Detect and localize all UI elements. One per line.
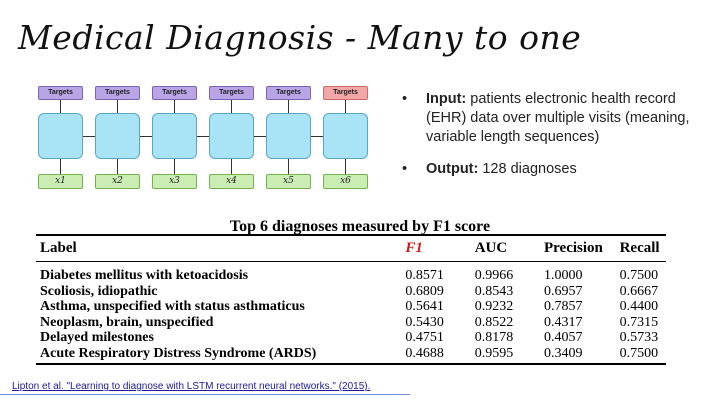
recurrent-edge <box>197 136 209 137</box>
row-value: 0.9232 <box>474 299 514 314</box>
row-label: Asthma, unspecified with status asthmaticus <box>40 299 305 314</box>
table-row <box>36 330 666 346</box>
header-precision: Precision <box>544 240 603 256</box>
recurrent-cell <box>38 113 83 159</box>
row-value: 0.6809 <box>405 283 444 299</box>
input-box: x1 <box>38 174 83 189</box>
recurrent-edge <box>254 136 266 137</box>
table-row <box>36 262 666 284</box>
row-value: 0.7500 <box>619 268 659 283</box>
row-value: 0.9595 <box>474 345 514 361</box>
input-box: x6 <box>323 174 368 189</box>
table-row <box>36 299 666 315</box>
table-row <box>36 284 666 300</box>
row-label: Acute Respiratory Distress Syndrome (ARDS) <box>40 345 317 361</box>
table-header-row <box>36 235 666 262</box>
recurrent-cell <box>209 113 254 159</box>
edge-arrow <box>231 159 232 174</box>
target-box: Targets <box>95 86 140 100</box>
target-box: Targets <box>266 86 311 100</box>
recurrent-edge <box>311 136 323 137</box>
bullet-input-label: Input: <box>426 91 467 107</box>
bullet-output <box>402 160 702 179</box>
header-recall: Recall <box>619 240 660 256</box>
header-auc: AUC <box>474 240 508 256</box>
row-value: 0.4688 <box>405 345 444 361</box>
edge-arrow <box>288 159 289 174</box>
edge-arrow <box>174 100 175 113</box>
row-value: 0.3409 <box>544 345 583 361</box>
header-label: Label <box>40 240 77 256</box>
row-value: 0.9966 <box>474 268 514 283</box>
row-value: 0.7315 <box>619 314 659 330</box>
edge-arrow <box>231 100 232 113</box>
slide-title: Medical Diagnosis - Many to one <box>18 18 582 57</box>
row-label: Scoliosis, idiopathic <box>40 283 158 299</box>
input-box: x2 <box>95 174 140 189</box>
row-value: 0.8543 <box>474 283 514 299</box>
bullet-output-label: Output: <box>426 161 479 177</box>
recurrent-cell <box>323 113 368 159</box>
bullet-dot: • <box>402 91 408 107</box>
row-value: 0.8178 <box>474 330 514 345</box>
row-value: 0.8571 <box>405 268 444 283</box>
edge-arrow <box>60 159 61 174</box>
row-value: 0.6957 <box>544 283 583 299</box>
recurrent-cell <box>266 113 311 159</box>
target-box: Targets <box>209 86 254 100</box>
row-label: Diabetes mellitus with ketoacidosis <box>40 268 249 283</box>
row-value: 0.5641 <box>405 299 444 314</box>
diagnosis-table <box>36 234 666 365</box>
row-value: 0.7500 <box>619 345 659 361</box>
row-label: Neoplasm, brain, unspecified <box>40 314 214 330</box>
rnn-timestep <box>95 86 140 190</box>
bullet-dot: • <box>402 161 408 177</box>
edge-arrow <box>345 100 346 113</box>
footer-divider <box>0 394 410 395</box>
row-value: 0.4400 <box>619 299 659 314</box>
bullet-list <box>402 90 702 192</box>
row-value: 0.5430 <box>405 314 444 330</box>
edge-arrow <box>345 159 346 174</box>
header-f1: F1 <box>405 240 423 256</box>
rnn-timestep <box>209 86 254 190</box>
input-box: x3 <box>152 174 197 189</box>
bullet-input <box>402 90 702 147</box>
edge-arrow <box>60 100 61 113</box>
recurrent-edge <box>83 136 95 137</box>
table-row <box>36 315 666 331</box>
edge-arrow <box>174 159 175 174</box>
target-box: Targets <box>323 86 368 100</box>
input-box: x4 <box>209 174 254 189</box>
recurrent-cell <box>95 113 140 159</box>
rnn-timestep <box>152 86 197 190</box>
row-value: 0.6667 <box>619 283 659 299</box>
row-value: 0.4057 <box>544 330 583 345</box>
target-box: Targets <box>152 86 197 100</box>
row-value: 0.7857 <box>544 299 583 314</box>
row-value: 0.5733 <box>619 330 659 345</box>
rnn-timestep <box>323 86 368 190</box>
row-value: 0.4751 <box>405 330 444 345</box>
input-box: x5 <box>266 174 311 189</box>
table-title: Top 6 diagnoses measured by F1 score <box>229 218 491 235</box>
table-row <box>36 346 666 365</box>
target-box: Targets <box>38 86 83 100</box>
table-body <box>36 262 666 365</box>
bullet-output-text: 128 diagnoses <box>478 161 577 177</box>
row-value: 1.0000 <box>544 268 583 283</box>
rnn-timestep <box>38 86 83 190</box>
bullet-input-text: patients electronic health record (EHR) data over multiple visits (meaning, variable length sequences) <box>426 91 690 145</box>
rnn-timestep <box>266 86 311 190</box>
citation-link[interactable]: Lipton et al. "Learning to diagnose with LSTM recurrent neural networks." (2015). <box>12 381 371 392</box>
edge-arrow <box>117 100 118 113</box>
edge-arrow <box>117 159 118 174</box>
row-value: 0.8522 <box>474 314 514 330</box>
row-label: Delayed milestones <box>40 330 154 345</box>
row-value: 0.4317 <box>544 314 583 330</box>
recurrent-edge <box>140 136 152 137</box>
rnn-diagram <box>38 86 388 190</box>
edge-arrow <box>288 100 289 113</box>
recurrent-cell <box>152 113 197 159</box>
